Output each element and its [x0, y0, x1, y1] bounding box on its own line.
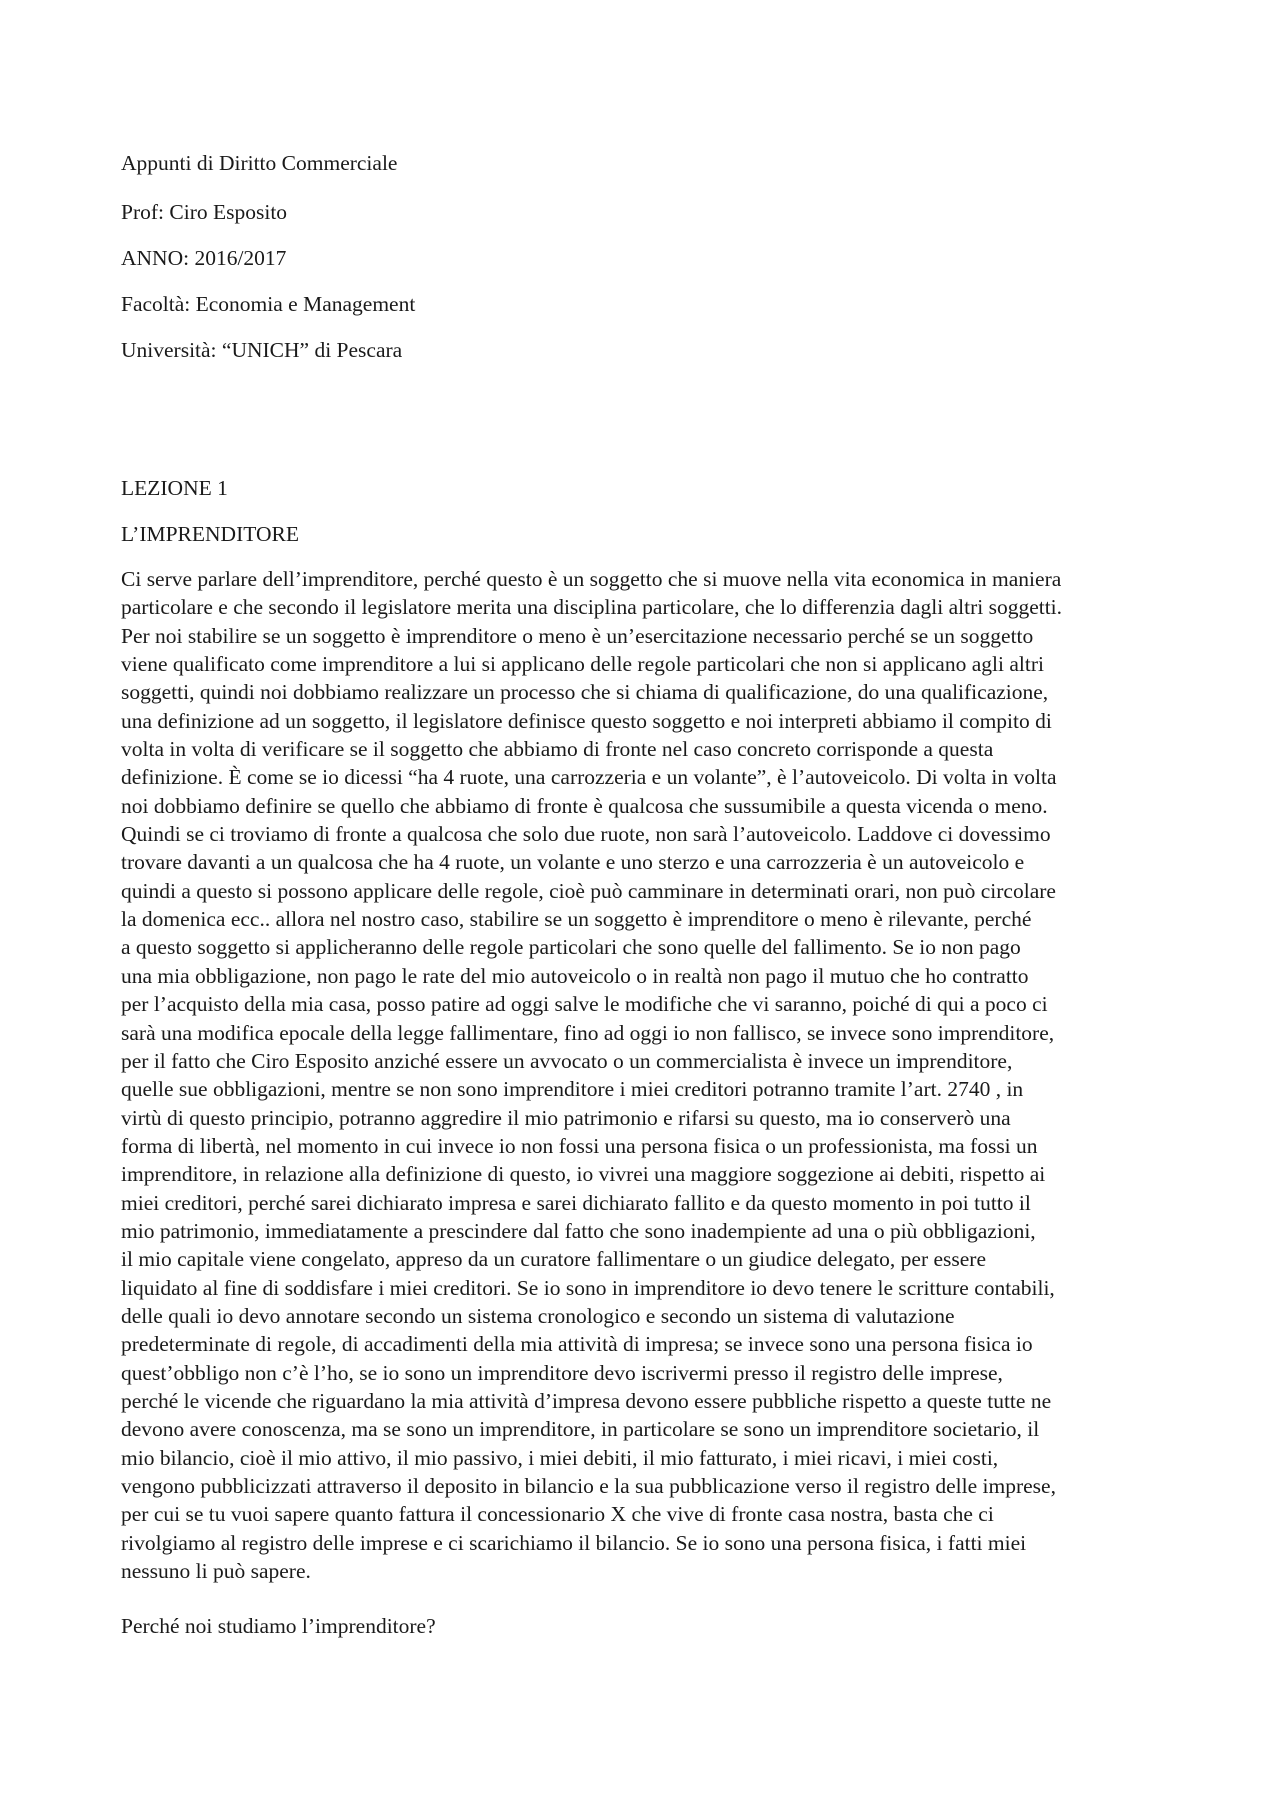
- body-line: forma di libertà, nel momento in cui invece io non fossi una persona fisica o un professionista, ma fossi un: [121, 1133, 1038, 1158]
- body-line: Per noi stabilire se un soggetto è imprenditore o meno è un’esercitazione necessario perché se un soggetto: [121, 623, 1034, 648]
- body-line: mio bilancio, cioè il mio attivo, il mio passivo, i miei debiti, il mio fatturato, i miei ricavi, i miei costi,: [121, 1445, 999, 1470]
- body-line: volta in volta di verificare se il soggetto che abbiamo di fronte nel caso concreto corrisponde a questa: [121, 737, 994, 762]
- body-line: particolare e che secondo il legislatore merita una disciplina particolare, che lo differenzia dagli altri soggetti.: [121, 595, 1063, 620]
- body-line: quelle sue obbligazioni, mentre se non sono imprenditore i miei creditori potranno tramite l’art. 2740 , in: [121, 1077, 1024, 1102]
- body-line: devono avere conoscenza, ma se sono un imprenditore, in particolare se sono un imprenditore societario, il: [121, 1417, 1040, 1442]
- lesson-title: L’IMPRENDITORE: [121, 522, 299, 546]
- body-line: delle quali io devo annotare secondo un sistema cronologico e secondo un sistema di valutazione: [121, 1303, 955, 1328]
- body-line: una definizione ad un soggetto, il legislatore definisce questo soggetto e noi interpreti abbiamo il compito di: [121, 708, 1052, 733]
- body-line: per il fatto che Ciro Esposito anziché essere un avvocato o un commercialista è invece un imprenditore,: [121, 1048, 1013, 1073]
- body-line: virtù di questo principio, potranno aggredire il mio patrimonio e rifarsi su questo, ma io conserverò una: [121, 1105, 1011, 1130]
- body-line: imprenditore, in relazione alla definizione di questo, io vivrei una maggiore soggezione ai debiti, rispetto ai: [121, 1162, 1046, 1187]
- body-line: sarà una modifica epocale della legge fallimentare, fino ad oggi io non fallisco, se invece sono imprenditore,: [121, 1020, 1055, 1045]
- closing-question: Perché noi studiamo l’imprenditore?: [121, 1614, 436, 1638]
- year-line: ANNO: 2016/2017: [121, 246, 287, 270]
- body-line: una mia obbligazione, non pago le rate del mio autoveicolo o in realtà non pago il mutuo che ho contratto: [121, 963, 1029, 988]
- body-line: a questo soggetto si applicheranno delle regole particolari che sono quelle del fallimento. Se io non pago: [121, 935, 1021, 960]
- lesson-number: LEZIONE 1: [121, 476, 228, 500]
- body-line: liquidato al fine di soddisfare i miei creditori. Se io sono in imprenditore io devo tenere le scritture contabili,: [121, 1275, 1055, 1300]
- university-line: Università: “UNICH” di Pescara: [121, 338, 403, 362]
- faculty-line: Facoltà: Economia e Management: [121, 292, 416, 316]
- professor-line: Prof: Ciro Esposito: [121, 200, 288, 224]
- body-line: il mio capitale viene congelato, appreso da un curatore fallimentare o un giudice delegato, per essere: [121, 1247, 987, 1272]
- body-line: trovare davanti a un qualcosa che ha 4 ruote, un volante e uno sterzo e una carrozzeria è un autoveicolo e: [121, 850, 1025, 875]
- body-line: la domenica ecc.. allora nel nostro caso, stabilire se un soggetto è imprenditore o meno è rilevante, perché: [121, 907, 1032, 932]
- body-line: quest’obbligo non c’è l’ho, se io sono un imprenditore devo iscrivermi presso il registro delle imprese,: [121, 1360, 1003, 1385]
- body-line: noi dobbiamo definire se quello che abbiamo di fronte è qualcosa che sussumibile a questa vicenda o meno.: [121, 793, 1048, 818]
- body-line: Quindi se ci troviamo di fronte a qualcosa che solo due ruote, non sarà l’autoveicolo. Laddove ci dovessimo: [121, 822, 1051, 847]
- body-line: predeterminate di regole, di accadimenti della mia attività di impresa; se invece sono una persona fisica io: [121, 1332, 1033, 1357]
- body-line: nessuno li può sapere.: [121, 1559, 311, 1584]
- body-line: viene qualificato come imprenditore a lui si applicano delle regole particolari che non si applicano agli altri: [121, 652, 1044, 677]
- body-line: per l’acquisto della mia casa, posso patire ad oggi salve le modifiche che vi saranno, poiché di qui a poco ci: [121, 992, 1048, 1017]
- document-title: Appunti di Diritto Commerciale: [121, 151, 398, 175]
- body-line: definizione. È come se io dicessi “ha 4 ruote, una carrozzeria e un volante”, è l’autoveicolo. Di volta in volta: [121, 765, 1057, 790]
- body-line: Ci serve parlare dell’imprenditore, perché questo è un soggetto che si muove nella vita economica in maniera: [121, 567, 1062, 591]
- body-line: perché le vicende che riguardano la mia attività d’impresa devono essere pubbliche rispetto a queste tutte ne: [121, 1388, 1052, 1413]
- body-paragraph: [121, 565, 1166, 1585]
- body-line: vengono pubblicizzati attraverso il deposito in bilancio e la sua pubblicazione verso il registro delle imprese,: [121, 1474, 1056, 1498]
- body-line: miei creditori, perché sarei dichiarato impresa e sarei dichiarato fallito e da questo momento in poi tutto il: [121, 1190, 1031, 1215]
- body-line: rivolgiamo al registro delle imprese e ci scarichiamo il bilancio. Se io sono una persona fisica, i fatti miei: [121, 1530, 1027, 1555]
- body-line: quindi a questo si possono applicare delle regole, cioè può camminare in determinati orari, non può circolare: [121, 878, 1056, 903]
- body-line: soggetti, quindi noi dobbiamo realizzare un processo che si chiama di qualificazione, do una qualificazione,: [121, 680, 1049, 705]
- body-line: mio patrimonio, immediatamente a prescindere dal fatto che sono inadempiente ad una o più obbligazioni,: [121, 1218, 1036, 1243]
- body-line: per cui se tu vuoi sapere quanto fattura il concessionario X che vive di fronte casa nostra, basta che ci: [121, 1502, 994, 1527]
